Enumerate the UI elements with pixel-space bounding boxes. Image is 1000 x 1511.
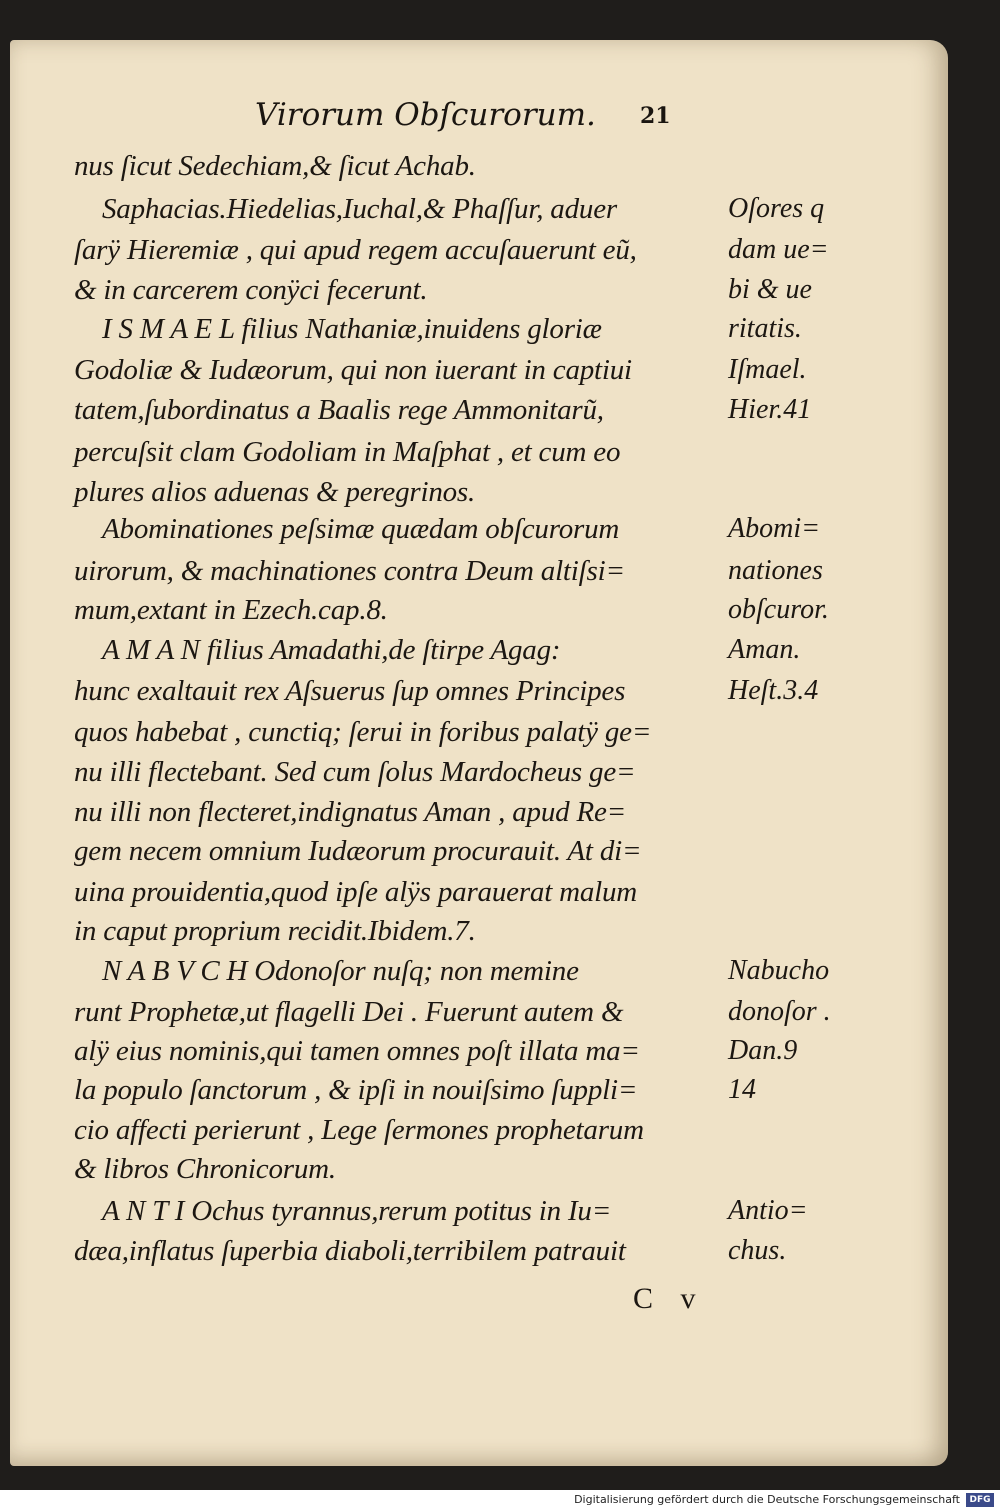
text-line: percuſsit clam Godoliam in Maſphat , et cum eo [74,436,621,468]
margin-note: Abomi= [728,513,820,544]
text-line: uina prouidentia,quod ipſe alÿs parauerat malum [74,876,638,908]
text-line: A N T I Ochus tyrannus,rerum potitus in Iu= [102,1195,612,1227]
text-line: plures alios aduenas & peregrinos. [74,476,476,508]
margin-note: nationes [728,555,823,586]
text-line: hunc exaltauit rex Aſsuerus ſup omnes Principes [74,675,626,707]
text-line: nu illi non flecteret,indignatus Aman , apud Re= [74,796,627,828]
dfg-logo-icon: DFG [966,1493,994,1507]
margin-note: ritatis. [728,313,802,344]
running-head: Virorum Obſcurorum. [255,97,596,133]
text-line: & in carcerem conÿci fecerunt. [74,274,428,306]
margin-note: donoſor . [728,996,831,1027]
text-line: runt Prophetæ,ut flagelli Dei . Fuerunt autem & [74,996,624,1028]
text-line: in caput proprium recidit.Ibidem.7. [74,915,476,947]
margin-note: dam ue= [728,234,829,265]
margin-note: Hier.41 [728,394,812,425]
text-line: nus ſicut Sedechiam,& ſicut Achab. [74,150,476,182]
margin-note: Heſt.3.4 [728,675,819,706]
text-line: quos habebat , cunctiq; ſerui in foribus palatÿ ge= [74,716,652,748]
digitization-footer [0,1490,1000,1511]
margin-note: chus. [728,1235,787,1266]
text-line: I S M A E L filius Nathaniæ,inuidens gloriæ [102,313,602,345]
text-line: nu illi flectebant. Sed cum ſolus Mardocheus ge= [74,756,636,788]
text-line: dæa,inflatus ſuperbia diaboli,terribilem patrauit [74,1235,626,1267]
margin-note: Antio= [728,1195,808,1226]
text-line: gem necem omnium Iudæorum procurauit. At di= [74,835,642,867]
text-line: mum,extant in Ezech.cap.8. [74,594,388,626]
footer-credit: Digitalisierung gefördert durch die Deutsche Forschungsgemeinschaft [574,1493,960,1506]
margin-note: Iſmael. [728,354,807,385]
margin-note: Dan.9 [728,1035,798,1066]
signature-mark: C v [633,1282,706,1315]
margin-note: Oſores q [728,193,825,224]
text-line: Abominationes peſsimæ quædam obſcurorum [102,513,620,545]
margin-note: bi & ue [728,274,812,305]
margin-note: Aman. [728,634,801,665]
margin-note: 14 [728,1074,756,1105]
text-line: N A B V C H Odonoſor nuſq; non memine [102,955,579,987]
margin-note: obſcuror. [728,594,829,625]
margin-note: Nabucho [728,955,830,986]
text-line: tatem,ſubordinatus a Baalis rege Ammonitarũ, [74,394,604,426]
page-number: 21 [640,103,671,129]
text-line: A M A N filius Amadathi,de ſtirpe Agag: [102,634,561,666]
text-line: & libros Chronicorum. [74,1153,336,1185]
text-line: la populo ſanctorum , & ipſi in nouiſsimo ſuppli= [74,1074,638,1106]
text-line: Saphacias.Hiedelias,Iuchal,& Phaſſur, aduer [102,193,617,225]
text-line: alÿ eius nominis,qui tamen omnes poſt illata ma= [74,1035,640,1067]
text-line: Godoliæ & Iudæorum, qui non iuerant in captiui [74,354,632,386]
text-line: uirorum, & machinationes contra Deum altiſsi= [74,555,625,587]
text-line: cio affecti perierunt , Lege ſermones prophetarum [74,1114,644,1146]
text-line: ſarÿ Hieremiæ , qui apud regem accuſauerunt eũ, [74,234,637,266]
